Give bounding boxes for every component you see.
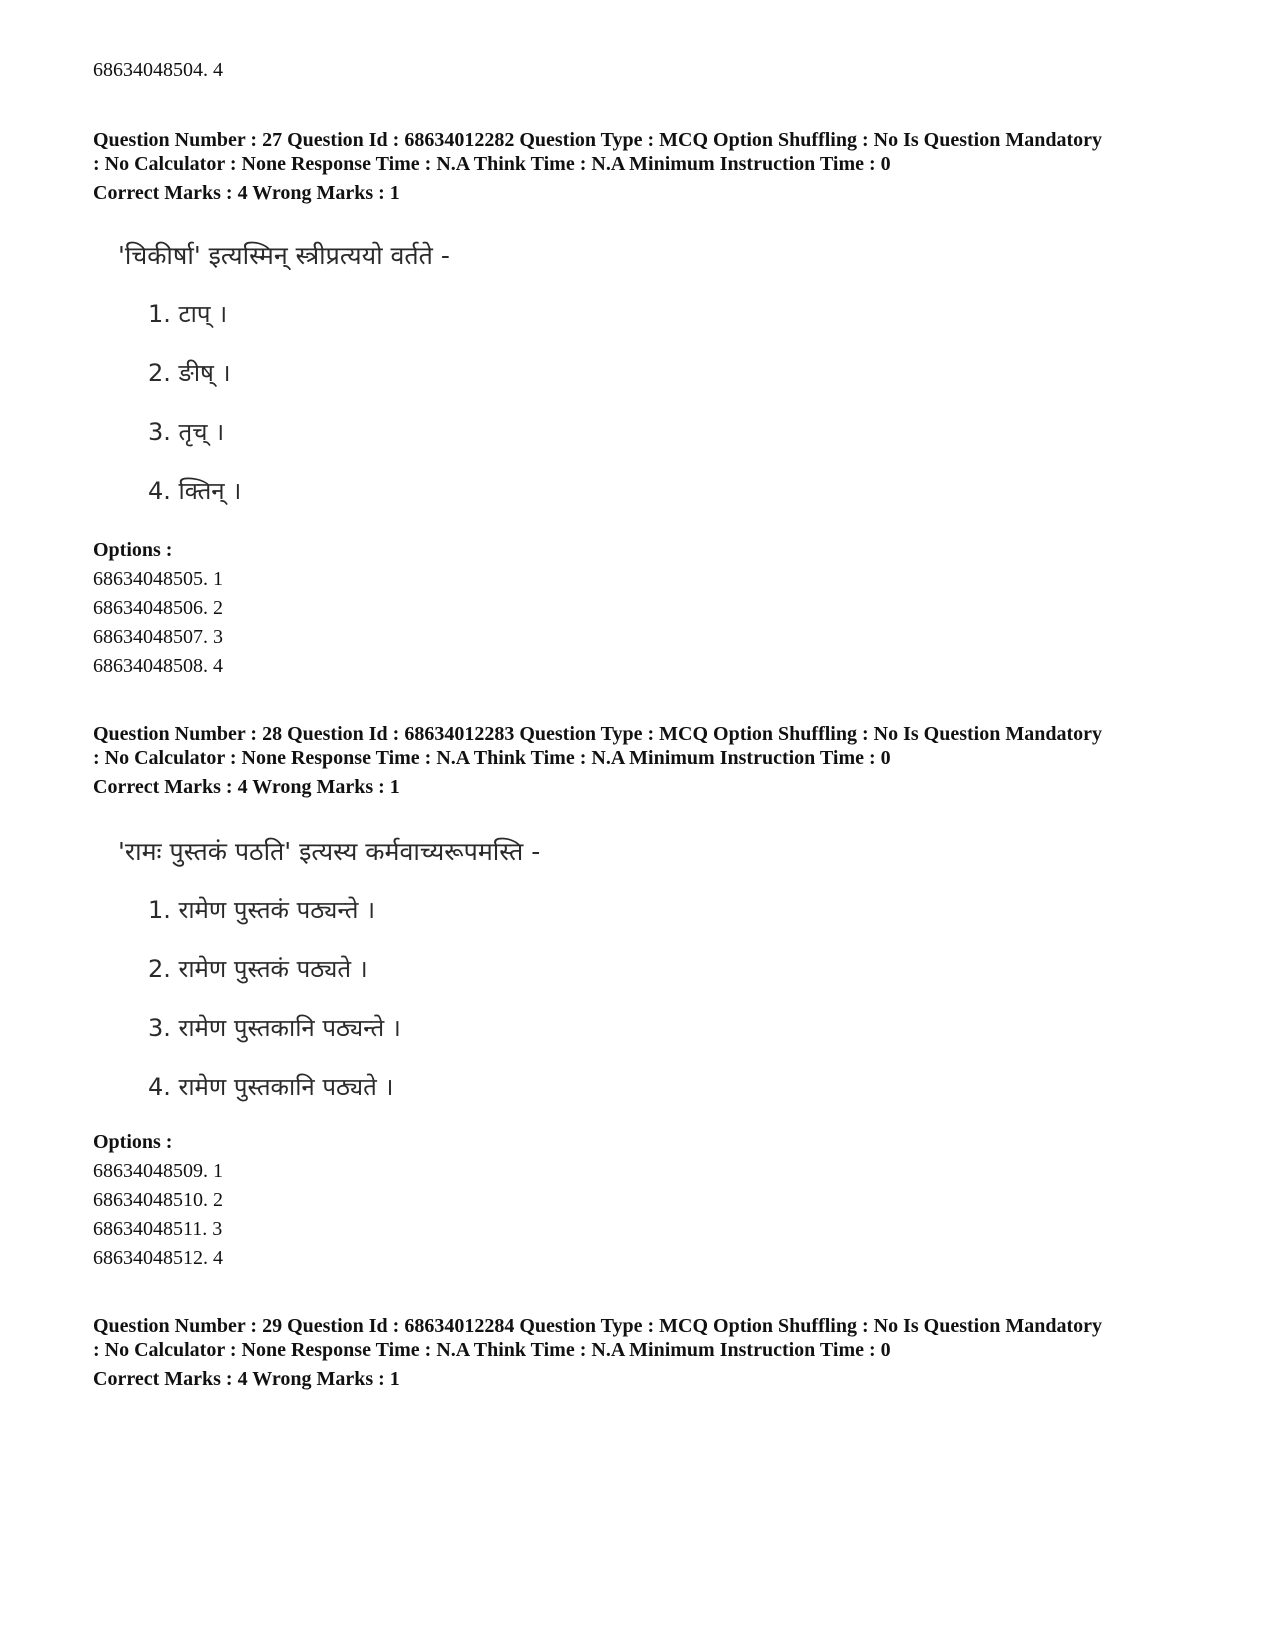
q27-choice-2: 2. ङीष् ।	[148, 359, 231, 387]
q27-choice-3: 3. तृच् ।	[148, 418, 225, 446]
q29-marks: Correct Marks : 4 Wrong Marks : 1	[93, 1368, 400, 1390]
q27-stem: 'चिकीर्षा' इत्यस्मिन् स्त्रीप्रत्ययो वर्तते -	[118, 241, 450, 270]
q28-header-line1: Question Number : 28 Question Id : 68634012283 Question Type : MCQ Option Shuffling : No Is Question Mandatory	[93, 723, 1102, 745]
q27-choice-4: 4. क्तिन् ।	[148, 477, 242, 505]
q28-option-3: 68634048511. 3	[93, 1218, 223, 1240]
q27-option-3: 68634048507. 3	[93, 626, 223, 648]
q29-header-line2: : No Calculator : None Response Time : N.A Think Time : N.A Minimum Instruction Time : 0	[93, 1339, 891, 1361]
q28-marks: Correct Marks : 4 Wrong Marks : 1	[93, 776, 400, 798]
q28-choice-2: 2. रामेण पुस्तकं पठ्यते ।	[148, 955, 368, 983]
q28-options-label: Options :	[93, 1131, 173, 1153]
q27-header-line1: Question Number : 27 Question Id : 68634012282 Question Type : MCQ Option Shuffling : No Is Question Mandatory	[93, 129, 1102, 151]
q27-choice-1: 1. टाप् ।	[148, 300, 228, 328]
q28-option-2: 68634048510. 2	[93, 1189, 223, 1211]
q27-option-1: 68634048505. 1	[93, 568, 223, 590]
q29-header-line1: Question Number : 29 Question Id : 68634012284 Question Type : MCQ Option Shuffling : No Is Question Mandatory	[93, 1315, 1102, 1337]
q27-header-line2: : No Calculator : None Response Time : N.A Think Time : N.A Minimum Instruction Time : 0	[93, 153, 891, 175]
q28-header-line2: : No Calculator : None Response Time : N.A Think Time : N.A Minimum Instruction Time : 0	[93, 747, 891, 769]
q27-marks: Correct Marks : 4 Wrong Marks : 1	[93, 182, 400, 204]
q28-option-1: 68634048509. 1	[93, 1160, 223, 1182]
option-line: 68634048504. 4	[93, 59, 223, 81]
q27-option-2: 68634048506. 2	[93, 597, 223, 619]
q28-choice-1: 1. रामेण पुस्तकं पठ्यन्ते ।	[148, 896, 376, 924]
q28-choice-3: 3. रामेण पुस्तकानि पठ्यन्ते ।	[148, 1014, 401, 1042]
q28-stem: 'रामः पुस्तकं पठति' इत्यस्य कर्मवाच्यरूपमस्ति -	[118, 837, 541, 866]
q27-option-4: 68634048508. 4	[93, 655, 223, 677]
q28-choice-4: 4. रामेण पुस्तकानि पठ्यते ।	[148, 1073, 394, 1101]
q27-options-label: Options :	[93, 539, 173, 561]
q28-option-4: 68634048512. 4	[93, 1247, 223, 1269]
